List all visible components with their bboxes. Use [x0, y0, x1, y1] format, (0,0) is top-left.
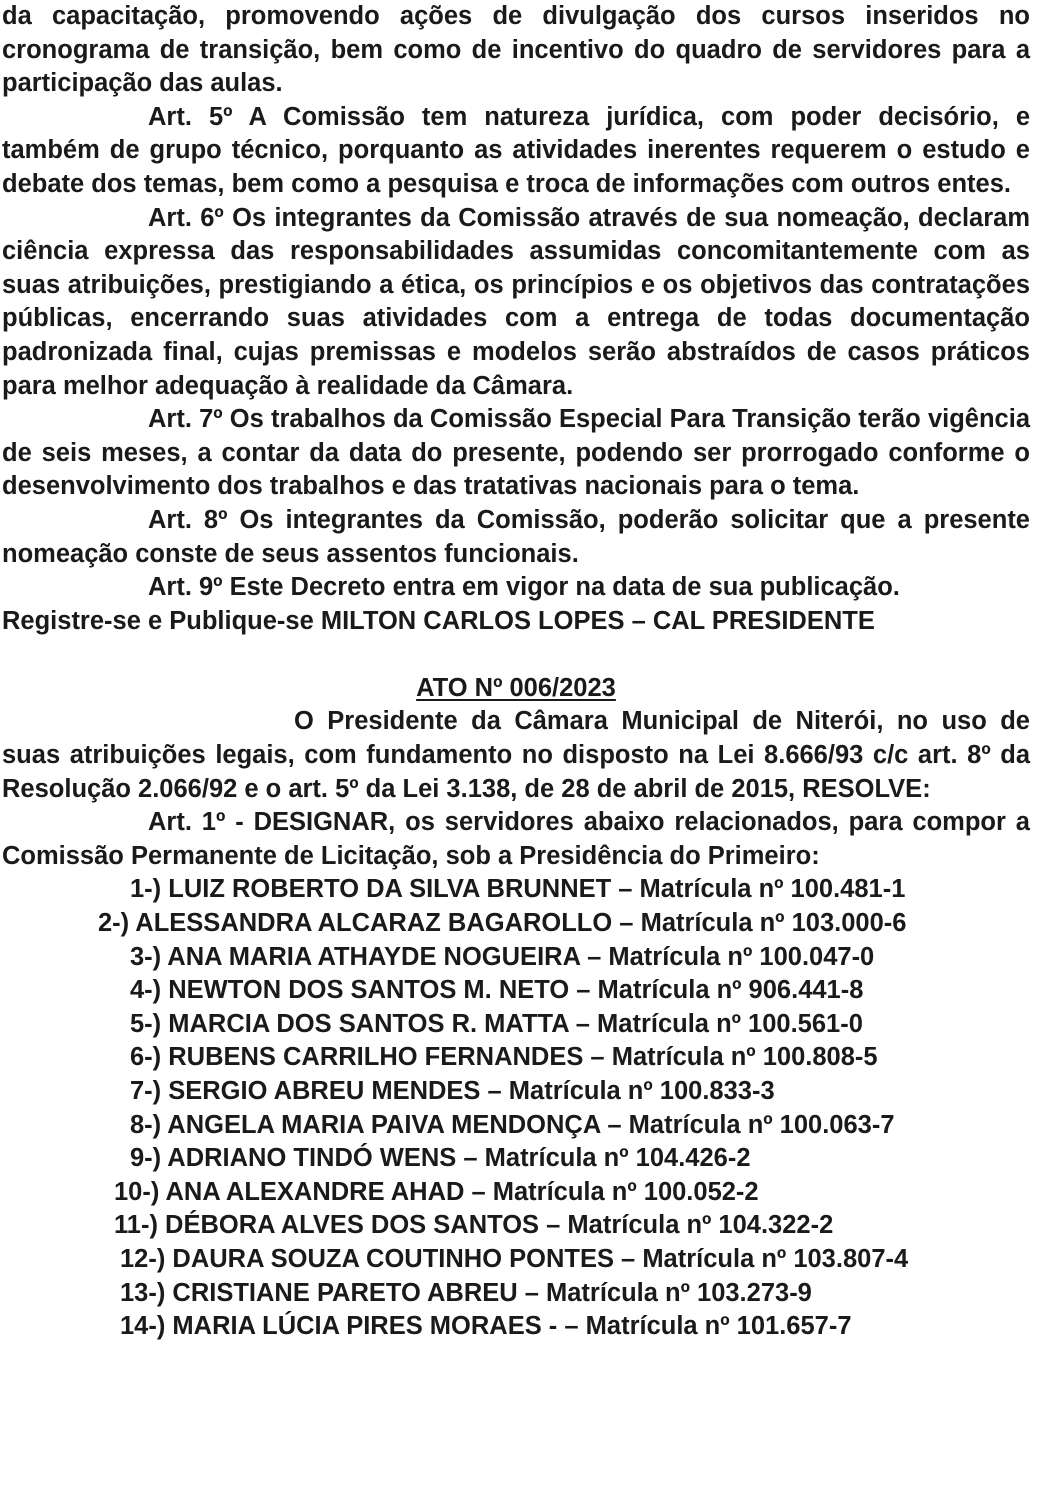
list-item: 11-) DÉBORA ALVES DOS SANTOS – Matrícula nº 104.322-2 [114, 1211, 834, 1240]
list-item: 8-) ANGELA MARIA PAIVA MENDONÇA – Matrícula nº 100.063-7 [130, 1110, 895, 1139]
member-list [2, 873, 1030, 1343]
list-item: 9-) ADRIANO TINDÓ WENS – Matrícula nº 104.426-2 [130, 1144, 751, 1173]
list-item: 4-) NEWTON DOS SANTOS M. NETO – Matrícula nº 906.441-8 [130, 976, 864, 1005]
article-8: Art. 8º Os integrantes da Comissão, poderão solicitar que a presente nomeação conste de seus assentos funcionais. [2, 505, 1030, 568]
list-item: 6-) RUBENS CARRILHO FERNANDES – Matrícula nº 100.808-5 [130, 1043, 878, 1072]
ato-title-text: ATO Nº 006/2023 [416, 673, 616, 702]
ato-article-1: Art. 1º - DESIGNAR, os servidores abaixo relacionados, para compor a Comissão Permanente de Licitação, sob a Presidência do Primeiro: [2, 808, 1030, 870]
signoff-line: Registre-se e Publique-se MILTON CARLOS LOPES – CAL PRESIDENTE [2, 606, 875, 635]
list-item: 5-) MARCIA DOS SANTOS R. MATTA – Matrícula nº 100.561-0 [130, 1009, 863, 1038]
article-6: Art. 6º Os integrantes da Comissão através de sua nomeação, declaram ciência expressa das responsabilidades assumidas concomitantemente com as suas atribuições, prestigiando a ética, os princípios e os objetivos das contratações públicas, encerrando suas atividades com a entrega de todas documentação padronizada final, cujas premissas e modelos serão abstraídos de casos práticos para melhor adequação à realidade da Câmara. [2, 203, 1030, 400]
article-5: Art. 5º A Comissão tem natureza jurídica, com poder decisório, e também de grupo técnico, porquanto as atividades inerentes requerem o estudo e debate dos temas, bem como a pesquisa e troca de informações com outros entes. [2, 102, 1030, 198]
section-spacer [2, 638, 1030, 672]
list-item: 3-) ANA MARIA ATHAYDE NOGUEIRA – Matrícula nº 100.047-0 [130, 942, 875, 971]
list-item: 13-) CRISTIANE PARETO ABREU – Matrícula nº 103.273-9 [120, 1278, 812, 1307]
list-item: 2-) ALESSANDRA ALCARAZ BAGAROLLO – Matrícula nº 103.000-6 [98, 909, 907, 938]
document-page [2, 0, 1030, 1344]
list-item: 1-) LUIZ ROBERTO DA SILVA BRUNNET – Matrícula nº 100.481-1 [130, 875, 906, 904]
ato-title [2, 672, 1030, 706]
ato-preamble: O Presidente da Câmara Municipal de Niterói, no uso de suas atribuições legais, com fundamento no disposto na Lei 8.666/93 c/c art. 8º da Resolução 2.066/92 e o art. 5º da Lei 3.138, de 28 de abril de 2015, RESOLVE: [2, 707, 1030, 803]
list-item: 10-) ANA ALEXANDRE AHAD – Matrícula nº 100.052-2 [114, 1177, 759, 1206]
article-9: Art. 9º Este Decreto entra em vigor na data de sua publicação. [148, 573, 900, 602]
list-item: 14-) MARIA LÚCIA PIRES MORAES - – Matrícula nº 101.657-7 [120, 1312, 852, 1341]
article-7: Art. 7º Os trabalhos da Comissão Especial Para Transição terão vigência de seis meses, a contar da data do presente, podendo ser prorrogado conforme o desenvolvimento dos trabalhos e das tratativas nacionais para o tema. [2, 405, 1030, 501]
list-item: 12-) DAURA SOUZA COUTINHO PONTES – Matrícula nº 103.807-4 [120, 1244, 909, 1273]
list-item: 7-) SERGIO ABREU MENDES – Matrícula nº 100.833-3 [130, 1077, 775, 1105]
continuation-paragraph: da capacitação, promovendo ações de divulgação dos cursos inseridos no cronograma de transição, bem como de incentivo do quadro de servidores para a participação das aulas. [2, 2, 1030, 98]
